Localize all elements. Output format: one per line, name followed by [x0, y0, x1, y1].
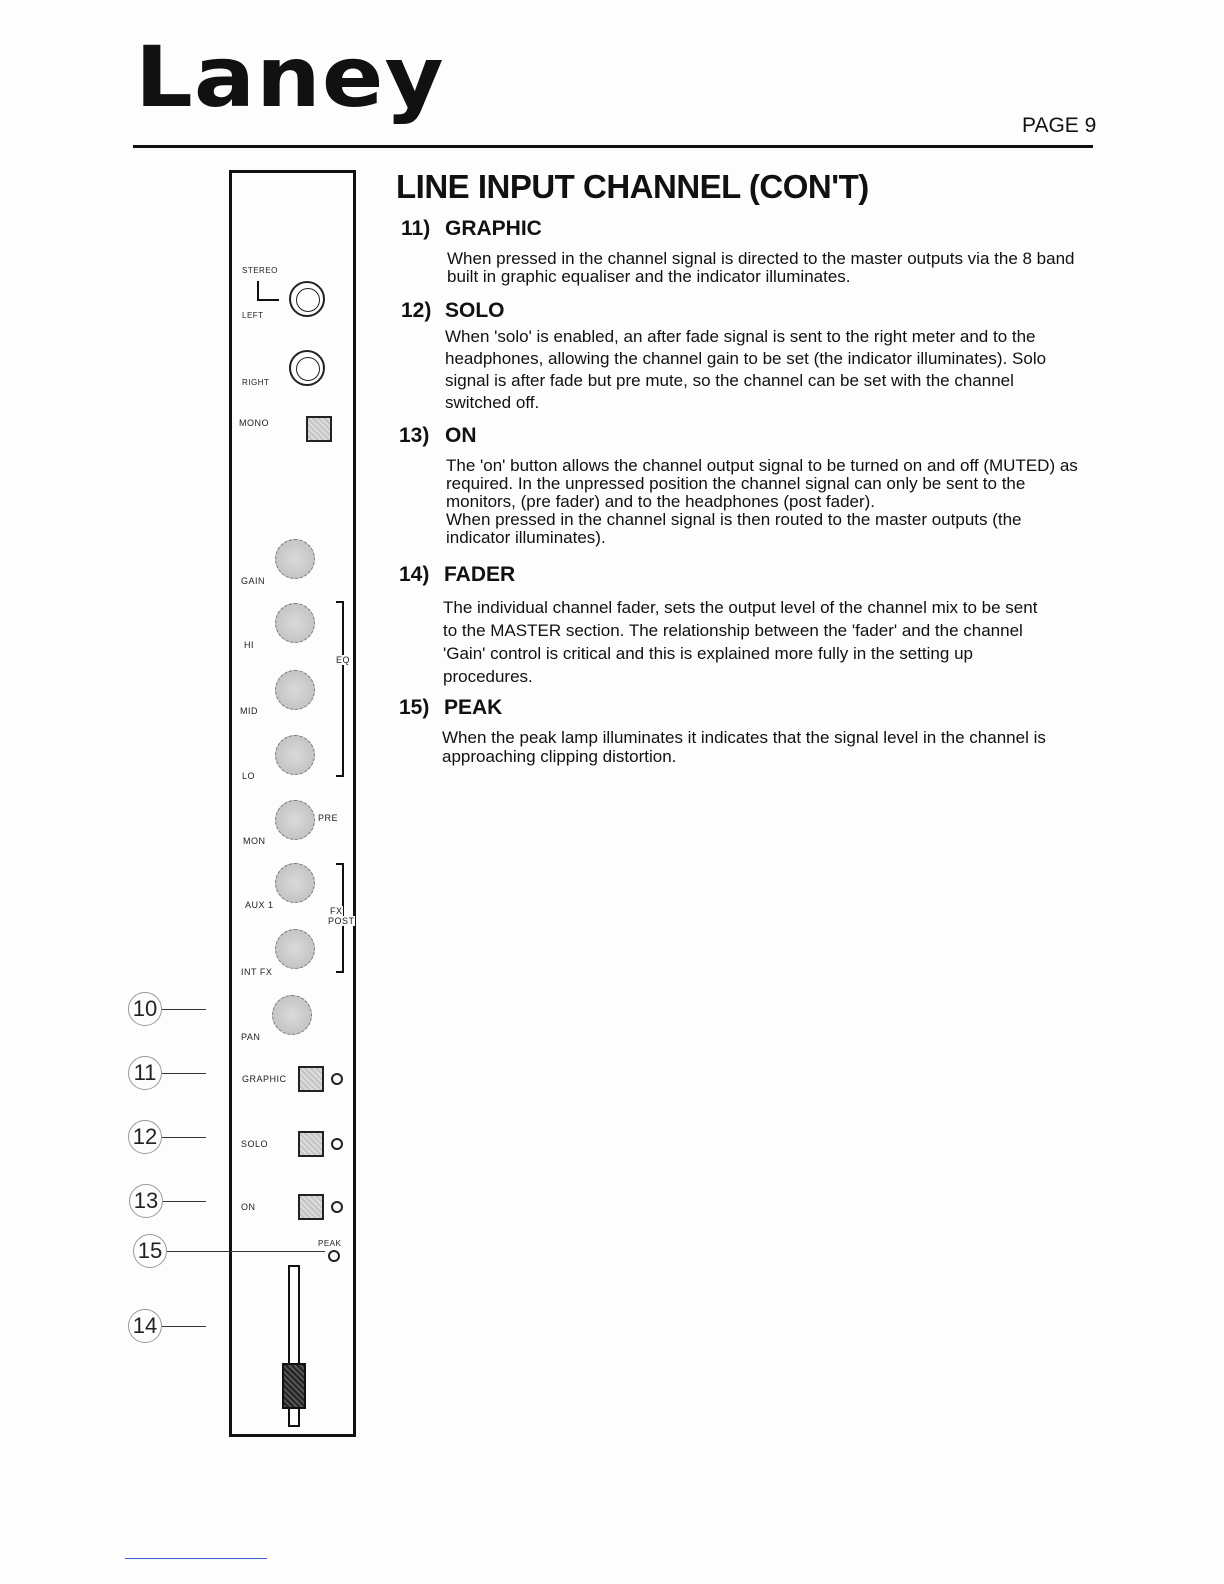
section-14-line: 'Gain' control is critical and this is explained more fully in the setting up	[443, 644, 973, 663]
on-indicator	[331, 1201, 343, 1213]
callout-11-line	[162, 1073, 206, 1074]
peak-label: PEAK	[318, 1239, 342, 1248]
callout-13-line	[163, 1201, 206, 1202]
mon-label: MON	[243, 836, 266, 846]
section-13-title: ON	[445, 424, 477, 447]
section-13-line: When pressed in the channel signal is then routed to the master outputs (the	[446, 510, 1022, 529]
mon-knob[interactable]	[275, 800, 315, 840]
section-15-line: When the peak lamp illuminates it indicates that the signal level in the channel is	[442, 728, 1046, 747]
graphic-indicator	[331, 1073, 343, 1085]
left-label: LEFT	[242, 311, 264, 320]
section-11-title: GRAPHIC	[445, 217, 542, 240]
section-12-line: switched off.	[445, 393, 540, 412]
section-15-number: 15)	[399, 696, 430, 719]
section-11-line: built in graphic equaliser and the indicator illuminates.	[447, 267, 851, 286]
section-13-line: monitors, (pre fader) and to the headphones (post fader).	[446, 492, 876, 511]
callout-13: 13	[129, 1184, 163, 1218]
lo-eq-knob[interactable]	[275, 735, 315, 775]
right-label: RIGHT	[242, 378, 270, 387]
post-label: POST	[328, 916, 355, 926]
solo-indicator	[331, 1138, 343, 1150]
section-11-number: 11)	[401, 217, 431, 240]
mid-label: MID	[240, 706, 258, 716]
fx-label: FX	[330, 906, 343, 916]
fader-handle[interactable]	[282, 1363, 306, 1409]
eq-bracket	[336, 601, 344, 777]
section-14-line: to the MASTER section. The relationship between the 'fader' and the channel	[443, 621, 1023, 640]
stereo-link-mark	[257, 281, 279, 301]
on-label: ON	[241, 1202, 256, 1212]
section-12-number: 12)	[401, 299, 432, 322]
gain-label: GAIN	[241, 576, 266, 586]
section-12-line: signal is after fade but pre mute, so the channel can be set with the channel	[445, 371, 1014, 390]
section-12-line: When 'solo' is enabled, an after fade signal is sent to the right meter and to the	[445, 327, 1036, 346]
callout-12-line	[162, 1137, 206, 1138]
brand-logo: Laney	[135, 28, 445, 126]
callout-15-line	[167, 1251, 325, 1252]
page-title: LINE INPUT CHANNEL (CON'T)	[396, 168, 869, 205]
callout-12: 12	[128, 1120, 162, 1154]
callout-11: 11	[128, 1056, 162, 1090]
callout-14-line	[162, 1326, 206, 1327]
section-15-line: approaching clipping distortion.	[442, 747, 677, 766]
mono-label: MONO	[239, 418, 269, 428]
footer-link-underline	[125, 1558, 267, 1559]
aux1-label: AUX 1	[245, 900, 274, 910]
section-14-line: procedures.	[443, 667, 533, 686]
section-14-line: The individual channel fader, sets the output level of the channel mix to be sent	[443, 598, 1038, 617]
lo-label: LO	[242, 771, 256, 781]
section-13-number: 13)	[399, 424, 430, 447]
left-input-jack[interactable]	[289, 281, 325, 317]
section-13-line: The 'on' button allows the channel output signal to be turned on and off (MUTED) as	[446, 456, 1078, 475]
section-13-line: required. In the unpressed position the channel signal can only be sent to the	[446, 474, 1026, 493]
callout-14: 14	[128, 1309, 162, 1343]
solo-button[interactable]	[298, 1131, 324, 1157]
graphic-button[interactable]	[298, 1066, 324, 1092]
pan-label: PAN	[241, 1032, 261, 1042]
callout-15: 15	[133, 1234, 167, 1268]
peak-lamp	[328, 1250, 340, 1262]
section-12-body	[445, 326, 1046, 414]
section-13-line: indicator illuminates).	[446, 528, 606, 547]
aux1-knob[interactable]	[275, 863, 315, 903]
hi-eq-knob[interactable]	[275, 603, 315, 643]
section-13-body	[446, 457, 1078, 547]
section-11-body	[447, 250, 1075, 286]
channel-strip-diagram	[229, 170, 356, 1437]
callout-10: 10	[128, 992, 162, 1026]
gain-knob[interactable]	[275, 539, 315, 579]
section-15-body	[442, 728, 1046, 766]
pre-label: PRE	[318, 813, 339, 823]
section-15-title: PEAK	[444, 696, 503, 719]
pan-knob[interactable]	[272, 995, 312, 1035]
solo-label: SOLO	[241, 1139, 269, 1149]
on-button[interactable]	[298, 1194, 324, 1220]
section-12-title: SOLO	[445, 299, 505, 322]
eq-label: EQ	[336, 655, 351, 665]
right-input-jack[interactable]	[289, 350, 325, 386]
int-fx-label: INT FX	[241, 967, 273, 977]
header-rule	[133, 145, 1093, 148]
section-14-number: 14)	[399, 563, 430, 586]
mid-eq-knob[interactable]	[275, 670, 315, 710]
hi-label: HI	[244, 640, 254, 650]
callout-10-line	[162, 1009, 206, 1010]
section-14-body	[443, 596, 1037, 688]
section-12-line: headphones, allowing the channel gain to be set (the indicator illuminates). Solo	[445, 349, 1047, 368]
mono-button[interactable]	[306, 416, 332, 442]
stereo-label: STEREO	[242, 266, 278, 275]
int-fx-knob[interactable]	[275, 929, 315, 969]
page-number: PAGE 9	[1022, 114, 1097, 137]
section-11-line: When pressed in the channel signal is directed to the master outputs via the 8 band	[447, 249, 1075, 268]
graphic-label: GRAPHIC	[242, 1074, 287, 1084]
section-14-title: FADER	[444, 563, 516, 586]
